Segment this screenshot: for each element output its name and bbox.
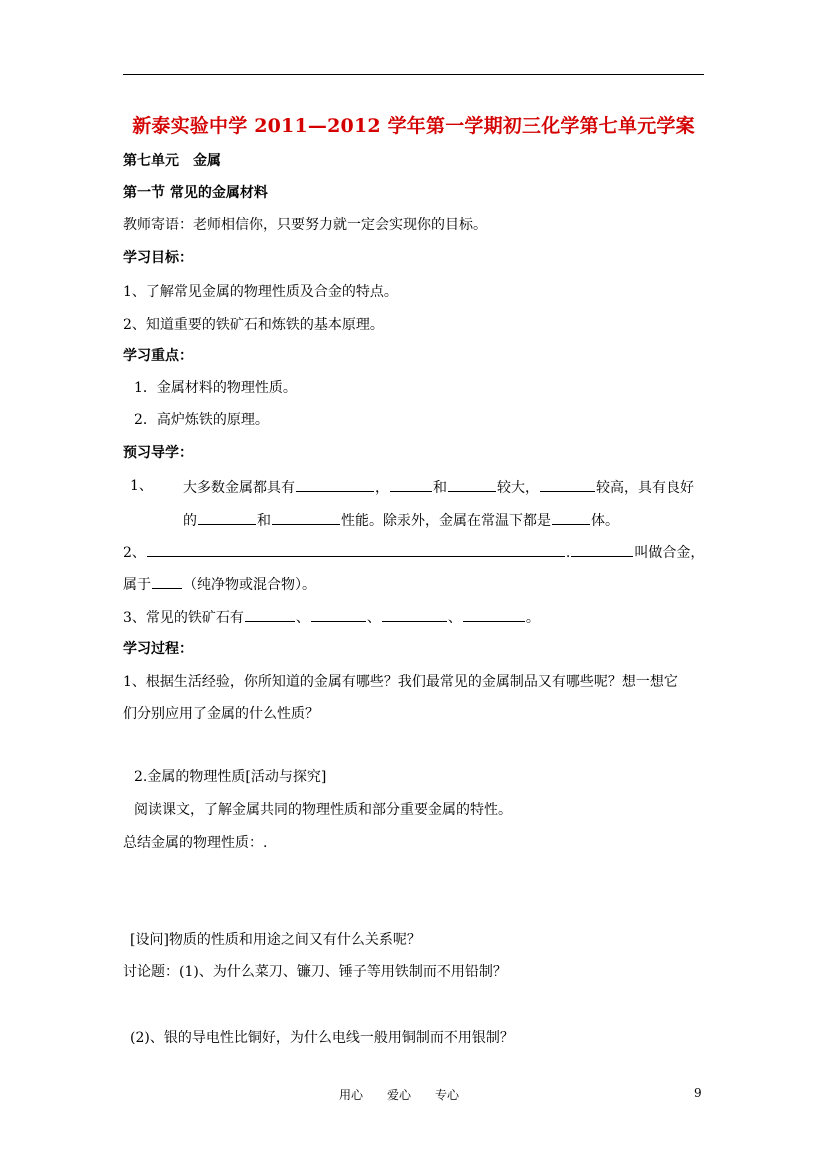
focus-item-2: 2．高炉炼铁的原理。 <box>134 412 269 428</box>
focus-item-1: 1．金属材料的物理性质。 <box>134 380 297 396</box>
page-number: 9 <box>694 1086 702 1100</box>
q3-sep-2: 、 <box>366 610 381 626</box>
q1-text-2: ， <box>375 480 389 496</box>
q1-text-9: 体。 <box>591 513 619 529</box>
q3-text-1: 3、常见的铁矿石有 <box>123 610 244 626</box>
fill-blank[interactable] <box>272 510 340 525</box>
q3-sep-1: 、 <box>295 610 310 626</box>
focus-heading: 学习重点： <box>123 348 193 364</box>
document-title: 新泰实验中学 2011—2012 学年第一学期初三化学第七单元学案 <box>132 115 695 137</box>
fill-blank[interactable] <box>390 477 432 492</box>
unit-heading: 第七单元 金属 <box>123 153 221 169</box>
footer-motto: 用心 爱心 专心 <box>339 1088 460 1102</box>
fill-blank[interactable] <box>552 510 590 525</box>
fill-blank[interactable] <box>382 607 447 622</box>
goals-heading: 学习目标： <box>123 250 193 266</box>
process-p4 <box>123 834 267 852</box>
process-p3: 阅读课文，了解金属共同的物理性质和部分重要金属的特性。 <box>134 802 512 818</box>
process-p1-line2: 们分别应用了金属的什么性质？ <box>123 706 319 722</box>
q1-text-7: 和 <box>257 513 271 529</box>
preview-q1-line1 <box>183 477 694 497</box>
fill-blank[interactable] <box>311 607 366 622</box>
q1-text-5: 较高，具有良好 <box>596 480 694 496</box>
preview-q2-line2 <box>123 574 316 594</box>
q1-text-4: 较大， <box>497 480 539 496</box>
process-p5: [设问]物质的性质和用途之间又有什么关系呢？ <box>130 932 421 948</box>
fill-blank[interactable] <box>540 477 595 492</box>
q3-sep-3: 、 <box>447 610 462 626</box>
q1-text-6: 的 <box>183 513 197 529</box>
q2-text-1: 叫做合金， <box>634 545 705 561</box>
fill-blank[interactable] <box>448 477 496 492</box>
preview-q1-line2 <box>183 510 619 530</box>
q1-text-1: 大多数金属都具有 <box>183 480 295 496</box>
process-p2: 2.金属的物理性质[活动与探究] <box>134 769 327 785</box>
q1-text-8: 性能。除汞外，金属在常温下都是 <box>341 513 551 529</box>
header-rule <box>123 74 704 75</box>
preview-q2-line1 <box>123 542 704 562</box>
process-p4-text: 总结金属的物理性质： <box>123 835 263 851</box>
fill-blank[interactable] <box>147 542 565 557</box>
q2-number: 2、 <box>123 545 146 561</box>
fill-blank[interactable] <box>296 477 374 492</box>
section-heading: 第一节 常见的金属材料 <box>123 185 268 201</box>
goal-item-2: 2、知道重要的铁矿石和炼铁的基本原理。 <box>123 317 384 333</box>
process-p4-dot: . <box>263 835 268 851</box>
q3-end: 。 <box>525 610 540 626</box>
preview-heading: 预习导学： <box>123 445 193 461</box>
fill-blank[interactable] <box>152 574 182 589</box>
preview-q3 <box>123 607 540 627</box>
process-p1-line1: 1、根据生活经验，你所知道的金属有哪些？我们最常见的金属制品又有哪些呢？想一想它 <box>123 674 678 690</box>
q2-text-2: 属于 <box>123 577 151 593</box>
goal-item-1: 1、了解常见金属的物理性质及合金的特点。 <box>123 284 398 300</box>
preview-q1-number: 1、 <box>130 478 153 494</box>
process-p7: (2)、银的导电性比铜好，为什么电线一般用铜制而不用银制？ <box>130 1030 514 1046</box>
process-p6: 讨论题：(1)、为什么菜刀、镰刀、锤子等用铁制而不用铅制？ <box>123 964 507 980</box>
q2-dot: . <box>565 545 571 561</box>
q2-text-3: （纯净物或混合物）。 <box>183 577 316 593</box>
q1-text-3: 和 <box>433 480 447 496</box>
process-heading: 学习过程： <box>123 641 193 657</box>
fill-blank[interactable] <box>463 607 525 622</box>
fill-blank[interactable] <box>198 510 256 525</box>
fill-blank[interactable] <box>245 607 295 622</box>
fill-blank[interactable] <box>571 542 633 557</box>
teacher-message: 教师寄语：老师相信你，只要努力就一定会实现你的目标。 <box>123 217 487 233</box>
